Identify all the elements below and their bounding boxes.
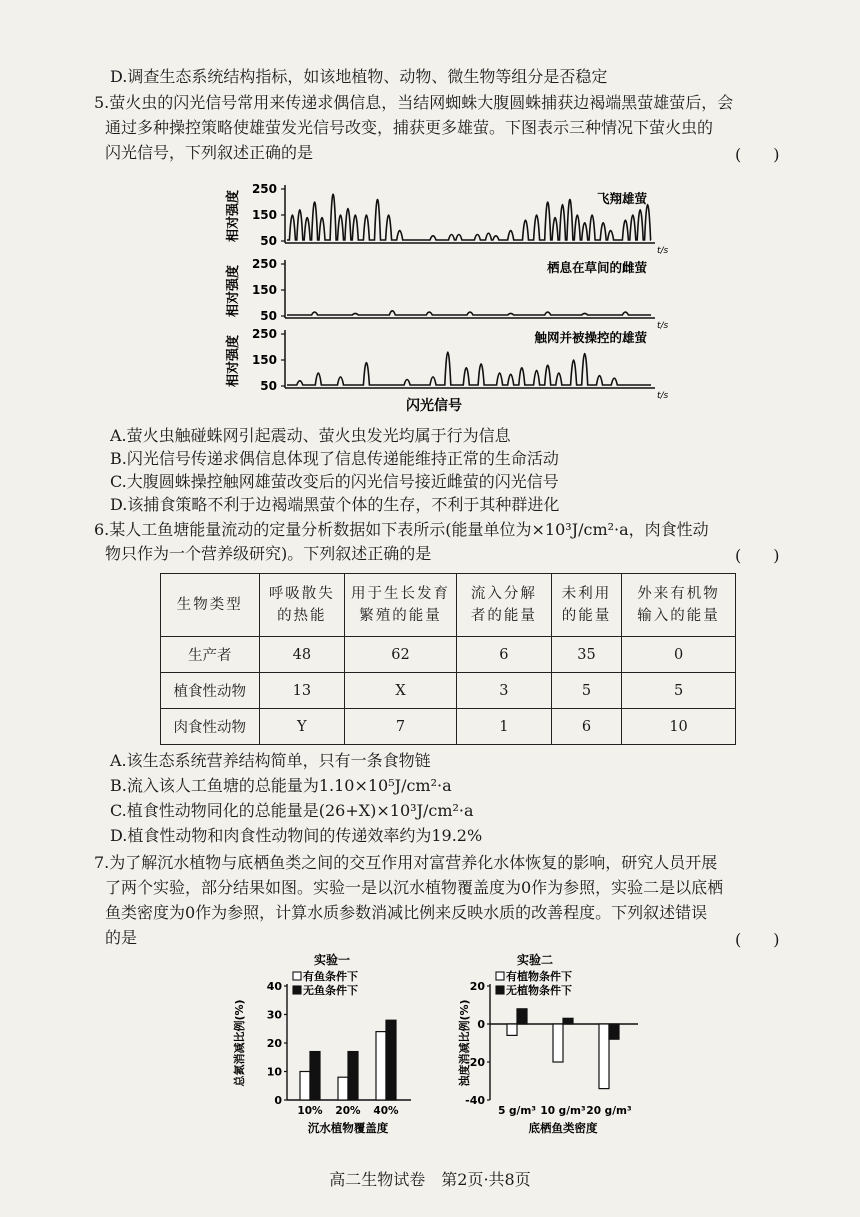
chart-ylabel: 浊度消减比例(%) xyxy=(458,999,471,1087)
chart-legend-swatch xyxy=(496,972,504,980)
question-5-option-a: A.萤火虫触碰蛛网引起震动、萤火虫发光均属于行为信息 xyxy=(110,426,511,445)
chart-legend-label: 无植物条件下 xyxy=(506,984,572,997)
flash-signal-trace xyxy=(287,311,651,315)
chart-bar xyxy=(376,1032,386,1100)
chart-bar xyxy=(310,1052,320,1100)
table-cell: 肉食性动物 xyxy=(161,709,260,745)
chart-bar xyxy=(563,1018,573,1024)
question-7-answer-blank: ( ) xyxy=(735,930,780,949)
flash-panel-title: 栖息在草间的雌萤 xyxy=(546,260,647,275)
flash-panel-tick-label: 250 xyxy=(251,182,277,196)
chart-bar xyxy=(300,1072,310,1101)
question-6-stem-line-1: 6.某人工鱼塘能量流动的定量分析数据如下表所示(能量单位为×10³J/cm²·a，肉食性动 xyxy=(94,520,709,539)
table-header: 生物类型 xyxy=(161,574,260,637)
chart-ytick-label: 10 xyxy=(266,1065,282,1079)
chart-ytick-label: -40 xyxy=(465,1094,485,1107)
chart-category-label: 20 g/m³ xyxy=(586,1105,632,1117)
flash-panel-tick-label: 250 xyxy=(251,257,277,271)
table-cell: 生产者 xyxy=(161,637,260,673)
table-cell: 10 xyxy=(622,709,736,745)
flash-figure-xlabel: 闪光信号 xyxy=(406,398,462,414)
table-cell: 5 xyxy=(622,673,736,709)
table-cell: Y xyxy=(259,709,344,745)
chart-bar xyxy=(599,1024,609,1089)
chart-ytick-label: 20 xyxy=(469,980,485,993)
question-7-stem-line-4: 的是 xyxy=(105,928,138,947)
table-header-line: 用于生长发育 xyxy=(351,586,451,602)
table-row xyxy=(161,709,736,745)
table-header-line: 者的能量 xyxy=(470,608,537,624)
flash-panel-tick-label: 50 xyxy=(260,309,277,323)
flash-panel-tick-label: 250 xyxy=(251,327,277,341)
flash-panel-ylabel: 相对强度 xyxy=(226,189,241,243)
chart-category-label: 10 g/m³ xyxy=(540,1105,586,1117)
table-row xyxy=(161,673,736,709)
question-5-stem-line-1: 5.萤火虫的闪光信号常用来传递求偶信息，当结网蜘蛛大腹圆蛛捕获边褐端黑萤雄萤后，会 xyxy=(94,93,734,112)
table-header-line: 呼吸散失 xyxy=(268,586,335,602)
chart-ytick-label: 0 xyxy=(274,1094,282,1107)
table-header-row xyxy=(161,574,736,637)
chart-bar xyxy=(517,1009,527,1024)
chart-title: 实验二 xyxy=(516,953,554,967)
table-cell: 植食性动物 xyxy=(161,673,260,709)
table-cell: 5 xyxy=(551,673,621,709)
energy-flow-table xyxy=(160,573,736,745)
chart-category-label: 10% xyxy=(297,1105,323,1117)
chart-ylabel: 总氮消减比例(%) xyxy=(233,999,246,1087)
flash-panel-time-label: t/s xyxy=(657,246,669,256)
question-7-stem-line-3: 鱼类密度为0作为参照，计算水质参数消减比例来反映水质的改善程度。下列叙述错误 xyxy=(105,903,708,922)
chart-bar xyxy=(553,1024,563,1062)
flash-panel-time-label: t/s xyxy=(657,321,669,331)
chart-legend-label: 有植物条件下 xyxy=(506,970,572,983)
chart-legend-swatch xyxy=(496,986,504,994)
question-4-option-d: D.调查生态系统结构指标，如该地植物、动物、微生物等组分是否稳定 xyxy=(110,67,608,86)
question-7-stem-line-2: 了两个实验，部分结果如图。实验一是以沉水植物覆盖度为0作为参照，实验二是以底栖 xyxy=(105,878,724,897)
chart-legend-swatch xyxy=(293,972,301,980)
question-5-option-c: C.大腹圆蛛操控触网雄萤改变后的闪光信号接近雌萤的闪光信号 xyxy=(110,472,559,491)
question-6-stem-line-2: 物只作为一个营养级研究)。下列叙述正确的是 xyxy=(105,544,432,563)
flash-panel-ylabel: 相对强度 xyxy=(226,264,241,318)
table-cell: 62 xyxy=(345,637,457,673)
flash-panel-tick-label: 150 xyxy=(251,283,277,297)
page-footer: 高二生物试卷 第2页·共8页 xyxy=(329,1170,531,1189)
question-5-stem-line-3: 闪光信号，下列叙述正确的是 xyxy=(105,143,314,162)
chart-category-label: 5 g/m³ xyxy=(498,1105,536,1117)
table-header xyxy=(259,574,344,637)
firefly-flash-figure xyxy=(215,180,685,420)
table-header-line: 流入分解 xyxy=(470,586,537,602)
flash-signal-trace xyxy=(287,352,651,385)
chart-category-label: 40% xyxy=(373,1105,399,1117)
chart-ytick-label: 40 xyxy=(266,980,282,993)
table-cell: 7 xyxy=(345,709,457,745)
chart-ytick-label: 20 xyxy=(266,1037,282,1050)
chart-ytick-label: 30 xyxy=(266,1008,282,1022)
chart-ytick-label: -20 xyxy=(465,1056,485,1069)
question-5-option-d: D.该捕食策略不利于边褐端黑萤个体的生存，不利于其种群进化 xyxy=(110,495,560,514)
flash-panel-ylabel: 相对强度 xyxy=(226,334,241,388)
flash-panel-tick-label: 50 xyxy=(260,379,277,393)
chart-legend-label: 无鱼条件下 xyxy=(303,984,358,997)
table-cell: 3 xyxy=(456,673,551,709)
table-header xyxy=(622,574,736,637)
table-cell: 13 xyxy=(259,673,344,709)
table-header-line: 外来有机物 xyxy=(637,586,720,602)
table-header-line: 的热能 xyxy=(277,608,327,624)
chart-bar xyxy=(338,1077,348,1100)
chart-bar xyxy=(348,1052,358,1100)
chart-legend-swatch xyxy=(293,986,301,994)
question-5-answer-blank: ( ) xyxy=(735,145,780,164)
chart-bar xyxy=(386,1020,396,1100)
chart-ytick-label: 0 xyxy=(477,1018,485,1031)
table-header-line: 繁殖的能量 xyxy=(359,608,442,624)
question-6-option-b: B.流入该人工鱼塘的总能量为1.10×10⁵J/cm²·a xyxy=(110,776,452,795)
flash-panel-time-label: t/s xyxy=(657,391,669,401)
chart-xlabel: 沉水植物覆盖度 xyxy=(307,1121,389,1135)
table-header xyxy=(345,574,457,637)
question-6-option-a: A.该生态系统营养结构简单，只有一条食物链 xyxy=(110,751,431,770)
chart-category-label: 20% xyxy=(335,1105,361,1117)
flash-panel-tick-label: 50 xyxy=(260,234,277,248)
table-cell: 0 xyxy=(622,637,736,673)
flash-panel-tick-label: 150 xyxy=(251,208,277,222)
table-header xyxy=(456,574,551,637)
question-5-stem-line-2: 通过多种操控策略使雄萤发光信号改变，捕获更多雄萤。下图表示三种情况下萤火虫的 xyxy=(105,118,714,137)
question-6-answer-blank: ( ) xyxy=(735,546,780,565)
table-cell: 6 xyxy=(551,709,621,745)
table-header-line: 未利用 xyxy=(561,586,612,602)
question-7-stem-line-1: 7.为了解沉水植物与底栖鱼类之间的交互作用对富营养化水体恢复的影响，研究人员开展 xyxy=(94,853,718,872)
table-cell: 1 xyxy=(456,709,551,745)
chart-bar xyxy=(609,1024,619,1039)
table-header-line: 输入的能量 xyxy=(637,608,720,624)
table-header-line: 的能量 xyxy=(561,608,612,624)
table-row xyxy=(161,637,736,673)
experiment-2-chart xyxy=(450,950,660,1140)
experiment-1-chart xyxy=(225,950,435,1140)
flash-panel-tick-label: 150 xyxy=(251,353,277,367)
question-5-option-b: B.闪光信号传递求偶信息体现了信息传递能维持正常的生命活动 xyxy=(110,449,559,468)
table-header xyxy=(551,574,621,637)
question-6-option-d: D.植食性动物和肉食性动物间的传递效率约为19.2% xyxy=(110,826,483,845)
question-6-option-c: C.植食性动物同化的总能量是(26+X)×10³J/cm²·a xyxy=(110,801,474,820)
chart-bar xyxy=(507,1024,517,1035)
chart-legend-label: 有鱼条件下 xyxy=(303,970,358,983)
flash-panel-title: 飞翔雄萤 xyxy=(596,191,647,206)
chart-title: 实验一 xyxy=(313,953,351,967)
table-cell: 6 xyxy=(456,637,551,673)
flash-panel-title: 触网并被操控的雄萤 xyxy=(534,330,647,345)
table-cell: 48 xyxy=(259,637,344,673)
table-cell: X xyxy=(345,673,457,709)
table-cell: 35 xyxy=(551,637,621,673)
chart-xlabel: 底栖鱼类密度 xyxy=(528,1121,598,1135)
